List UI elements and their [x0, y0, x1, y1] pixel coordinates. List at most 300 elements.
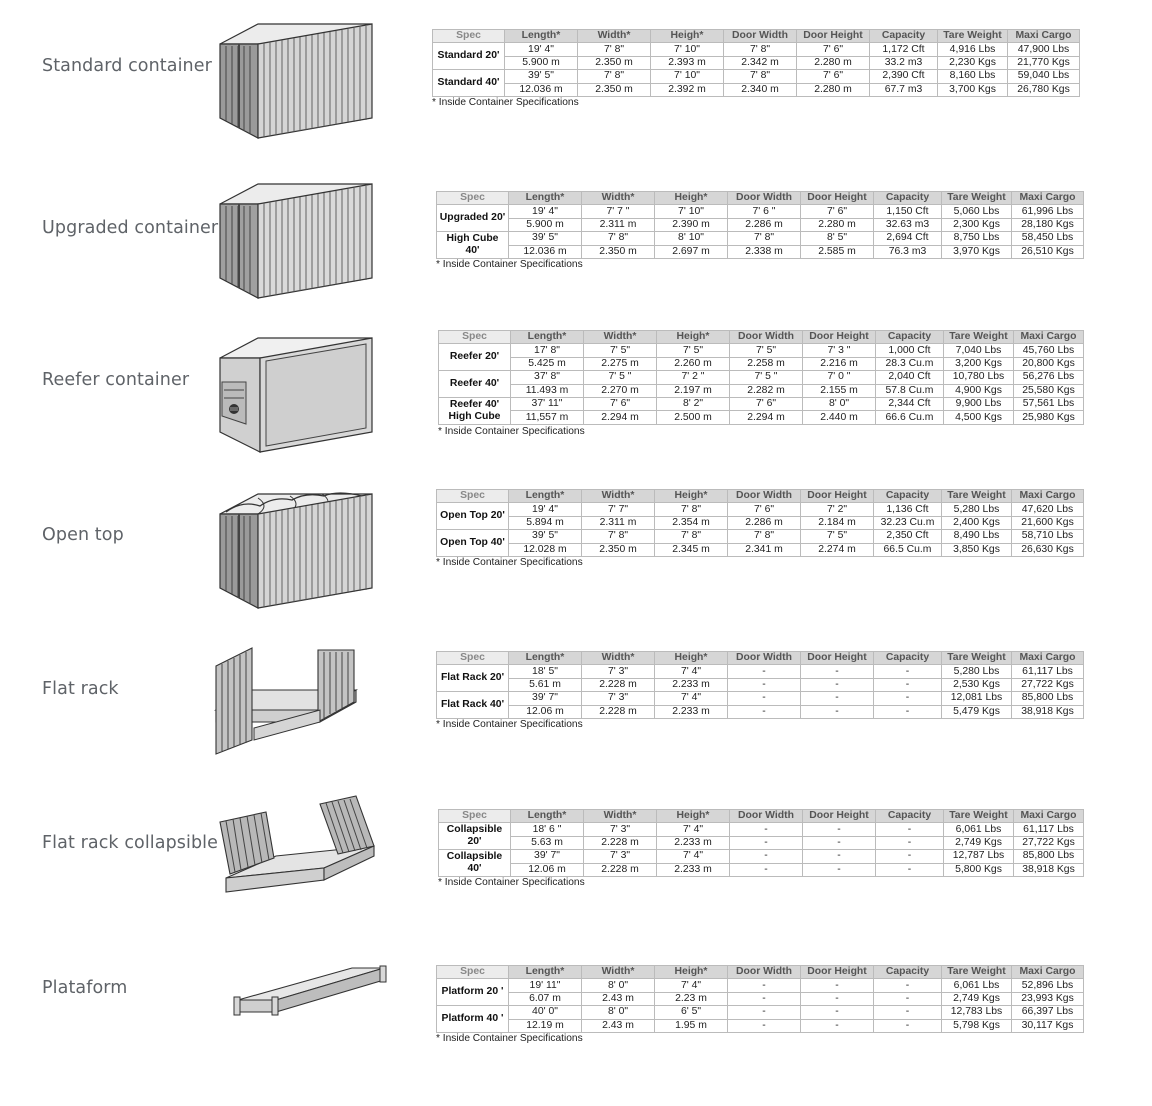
- column-header: Capacity: [874, 652, 942, 665]
- table-row: [439, 836, 1084, 849]
- table-cell: 12,783 Lbs: [942, 1006, 1012, 1019]
- table-cell: 26,780 Kgs: [1008, 83, 1080, 96]
- table-cell: 2.342 m: [724, 56, 797, 69]
- table-cell: 2.228 m: [584, 836, 657, 849]
- table-cell: 32.63 m3: [874, 218, 942, 231]
- table-cell: 40' 0": [509, 1006, 582, 1019]
- column-header: Maxi Cargo: [1008, 30, 1080, 43]
- table-row: [437, 245, 1084, 258]
- table-cell: 7' 2": [801, 503, 874, 516]
- table-cell: 2.260 m: [657, 357, 730, 370]
- flat-rack-collapsible-illustration: [216, 794, 380, 920]
- spec-table: [436, 965, 1084, 1033]
- section-plataform: [0, 950, 1152, 1060]
- table-cell: -: [728, 692, 801, 705]
- column-header: Tare Weight: [942, 652, 1012, 665]
- footnote: * Inside Container Specifications: [436, 557, 583, 568]
- table-cell: 10,780 Lbs: [944, 371, 1014, 384]
- table-row: [437, 1019, 1084, 1032]
- table-cell: -: [874, 678, 942, 691]
- column-header: Capacity: [874, 192, 942, 205]
- table-cell: 85,800 Lbs: [1012, 692, 1084, 705]
- table-cell: 2.340 m: [724, 83, 797, 96]
- table-cell: 7' 3": [582, 665, 655, 678]
- table-cell: 5.894 m: [509, 516, 582, 529]
- table-cell: 7' 7 ": [582, 205, 655, 218]
- table-row: [437, 979, 1084, 992]
- column-header: Width*: [582, 652, 655, 665]
- table-cell: 7' 8": [655, 503, 728, 516]
- table-cell: 3,700 Kgs: [938, 83, 1008, 96]
- table-cell: 7' 5 ": [730, 371, 803, 384]
- table-cell: 25,580 Kgs: [1014, 384, 1084, 397]
- table-cell: 2.233 m: [655, 705, 728, 718]
- table-cell: -: [801, 992, 874, 1005]
- section-open-top: [0, 480, 1152, 610]
- column-header: Door Height: [801, 192, 874, 205]
- table-cell: 26,510 Kgs: [1012, 245, 1084, 258]
- table-cell: 6,061 Lbs: [944, 823, 1014, 836]
- table-cell: -: [874, 665, 942, 678]
- table-cell: 7' 10": [651, 70, 724, 83]
- table-cell: 2,040 Cft: [876, 371, 944, 384]
- table-cell: 17' 8": [511, 344, 584, 357]
- table-cell: 12.06 m: [511, 863, 584, 876]
- row-name: Reefer 40': [439, 371, 511, 398]
- table-cell: 58,450 Lbs: [1012, 232, 1084, 245]
- table-cell: 5,280 Lbs: [942, 503, 1012, 516]
- spec-table: [438, 809, 1084, 877]
- table-cell: 57,561 Lbs: [1014, 397, 1084, 410]
- column-header: Door Width: [730, 810, 803, 823]
- table-cell: -: [801, 1006, 874, 1019]
- column-header: Door Width: [724, 30, 797, 43]
- table-row: [437, 503, 1084, 516]
- table-cell: -: [730, 850, 803, 863]
- table-row: [437, 992, 1084, 1005]
- table-cell: 2.274 m: [801, 543, 874, 556]
- table-cell: 12,081 Lbs: [942, 692, 1012, 705]
- table-cell: 9,900 Lbs: [944, 397, 1014, 410]
- section-flat-rack: [0, 640, 1152, 770]
- footnote: * Inside Container Specifications: [436, 259, 583, 270]
- table-cell: 2.233 m: [655, 678, 728, 691]
- table-cell: 37' 11": [511, 397, 584, 410]
- table-row: [439, 411, 1084, 424]
- table-cell: 7' 5": [584, 344, 657, 357]
- table-cell: 7' 6 ": [728, 205, 801, 218]
- table-cell: 8' 0": [582, 979, 655, 992]
- column-header: Heigh*: [655, 966, 728, 979]
- row-name: Flat Rack 20': [437, 665, 509, 692]
- table-cell: 2.270 m: [584, 384, 657, 397]
- column-header: Door Height: [803, 331, 876, 344]
- table-row: [439, 371, 1084, 384]
- table-row: [433, 70, 1080, 83]
- table-cell: 47,900 Lbs: [1008, 43, 1080, 56]
- table-cell: 2.233 m: [657, 836, 730, 849]
- table-cell: -: [728, 1006, 801, 1019]
- table-cell: 2.286 m: [728, 516, 801, 529]
- column-header: Maxi Cargo: [1014, 810, 1084, 823]
- row-name: High Cube 40': [437, 232, 509, 259]
- table-cell: 2,749 Kgs: [944, 836, 1014, 849]
- table-cell: 5.63 m: [511, 836, 584, 849]
- table-cell: 66.5 Cu.m: [874, 543, 942, 556]
- table-cell: 5,798 Kgs: [942, 1019, 1012, 1032]
- table-cell: -: [801, 979, 874, 992]
- table-header-row: [437, 966, 1084, 979]
- section-upgraded-container: [0, 170, 1152, 310]
- table-cell: 66.6 Cu.m: [876, 411, 944, 424]
- table-cell: 12.06 m: [509, 705, 582, 718]
- table-row: [437, 705, 1084, 718]
- column-header: Maxi Cargo: [1012, 966, 1084, 979]
- table-cell: 7,040 Lbs: [944, 344, 1014, 357]
- table-cell: 67.7 m3: [870, 83, 938, 96]
- table-row: [437, 516, 1084, 529]
- table-cell: 2.43 m: [582, 1019, 655, 1032]
- table-cell: 4,900 Kgs: [944, 384, 1014, 397]
- column-header: Capacity: [876, 331, 944, 344]
- table-cell: 7' 4": [657, 823, 730, 836]
- table-cell: 2.392 m: [651, 83, 724, 96]
- section-label: Flat rack: [42, 679, 119, 699]
- column-header: Length*: [509, 966, 582, 979]
- table-header-row: [437, 652, 1084, 665]
- table-cell: 7' 8": [582, 232, 655, 245]
- section-label: Flat rack collapsible: [42, 833, 219, 853]
- table-cell: -: [803, 850, 876, 863]
- table-cell: 61,996 Lbs: [1012, 205, 1084, 218]
- table-header-row: [437, 192, 1084, 205]
- table-cell: 8,750 Lbs: [942, 232, 1012, 245]
- table-cell: 7' 0 ": [803, 371, 876, 384]
- section-reefer-container: [0, 320, 1152, 460]
- table-row: [433, 83, 1080, 96]
- row-name: Open Top 40': [437, 530, 509, 557]
- table-cell: 2.350 m: [582, 245, 655, 258]
- table-cell: 2.311 m: [582, 218, 655, 231]
- table-cell: 19' 4": [509, 503, 582, 516]
- table-cell: 5.900 m: [509, 218, 582, 231]
- table-cell: 7' 5 ": [584, 371, 657, 384]
- table-cell: 1,000 Cft: [876, 344, 944, 357]
- table-cell: 7' 10": [655, 205, 728, 218]
- table-cell: -: [876, 850, 944, 863]
- table-cell: 37' 8": [511, 371, 584, 384]
- table-cell: 11.493 m: [511, 384, 584, 397]
- table-cell: 39' 7": [511, 850, 584, 863]
- column-header: Tare Weight: [944, 331, 1014, 344]
- table-cell: 85,800 Lbs: [1014, 850, 1084, 863]
- column-header: Maxi Cargo: [1012, 490, 1084, 503]
- table-cell: 5.900 m: [505, 56, 578, 69]
- table-cell: 21,770 Kgs: [1008, 56, 1080, 69]
- table-cell: 1.95 m: [655, 1019, 728, 1032]
- table-cell: -: [801, 678, 874, 691]
- table-cell: -: [728, 665, 801, 678]
- table-cell: 2.697 m: [655, 245, 728, 258]
- table-cell: 7' 8": [578, 43, 651, 56]
- section-flat-rack-collapsible: [0, 790, 1152, 930]
- table-cell: 1,136 Cft: [874, 503, 942, 516]
- section-label: Standard container: [42, 56, 212, 76]
- table-cell: 2.280 m: [797, 56, 870, 69]
- table-cell: 2,344 Cft: [876, 397, 944, 410]
- section-label: Upgraded container: [42, 218, 219, 238]
- table-row: [437, 665, 1084, 678]
- table-cell: -: [803, 863, 876, 876]
- table-cell: 2,300 Kgs: [942, 218, 1012, 231]
- table-row: [437, 232, 1084, 245]
- table-cell: 56,276 Lbs: [1014, 371, 1084, 384]
- table-cell: 25,980 Kgs: [1014, 411, 1084, 424]
- spec-table: [432, 29, 1080, 97]
- table-row: [437, 205, 1084, 218]
- table-cell: 2.390 m: [655, 218, 728, 231]
- table-cell: 12,787 Lbs: [944, 850, 1014, 863]
- table-cell: 7' 10": [651, 43, 724, 56]
- table-cell: 7' 8": [724, 43, 797, 56]
- table-cell: 7' 3 ": [803, 344, 876, 357]
- table-cell: 2.216 m: [803, 357, 876, 370]
- table-cell: -: [874, 1006, 942, 1019]
- table-cell: -: [730, 836, 803, 849]
- footnote: * Inside Container Specifications: [438, 877, 585, 888]
- table-cell: 7' 6": [730, 397, 803, 410]
- table-cell: 5,280 Lbs: [942, 665, 1012, 678]
- column-header: Door Height: [801, 490, 874, 503]
- column-header: Length*: [511, 810, 584, 823]
- column-header: Spec: [433, 30, 505, 43]
- column-header: Width*: [578, 30, 651, 43]
- column-header: Length*: [505, 30, 578, 43]
- column-header: Spec: [437, 652, 509, 665]
- table-cell: -: [730, 823, 803, 836]
- column-header: Width*: [584, 810, 657, 823]
- table-cell: 3,850 Kgs: [942, 543, 1012, 556]
- table-cell: 2.393 m: [651, 56, 724, 69]
- column-header: Heigh*: [657, 810, 730, 823]
- table-cell: 5.425 m: [511, 357, 584, 370]
- table-cell: 2.350 m: [582, 543, 655, 556]
- table-cell: 26,630 Kgs: [1012, 543, 1084, 556]
- table-cell: 7' 2 ": [657, 371, 730, 384]
- table-row: [433, 43, 1080, 56]
- column-header: Tare Weight: [942, 966, 1012, 979]
- table-cell: 19' 4": [509, 205, 582, 218]
- table-cell: 2.500 m: [657, 411, 730, 424]
- table-cell: 2.345 m: [655, 543, 728, 556]
- footnote: * Inside Container Specifications: [438, 426, 585, 437]
- table-cell: 2.258 m: [730, 357, 803, 370]
- column-header: Spec: [437, 966, 509, 979]
- table-header-row: [433, 30, 1080, 43]
- column-header: Heigh*: [657, 331, 730, 344]
- table-cell: -: [803, 836, 876, 849]
- table-cell: 2.350 m: [578, 56, 651, 69]
- table-cell: 6,061 Lbs: [942, 979, 1012, 992]
- table-cell: 33.2 m3: [870, 56, 938, 69]
- table-cell: 12.036 m: [509, 245, 582, 258]
- row-name: Standard 20': [433, 43, 505, 70]
- table-cell: 57.8 Cu.m: [876, 384, 944, 397]
- column-header: Spec: [439, 331, 511, 344]
- section-standard-container: [0, 0, 1152, 160]
- table-cell: 66,397 Lbs: [1012, 1006, 1084, 1019]
- table-cell: 2.286 m: [728, 218, 801, 231]
- spec-table: [436, 489, 1084, 557]
- table-cell: 6.07 m: [509, 992, 582, 1005]
- column-header: Tare Weight: [942, 490, 1012, 503]
- table-row: [437, 678, 1084, 691]
- table-cell: 5,800 Kgs: [944, 863, 1014, 876]
- row-name: Standard 40': [433, 70, 505, 97]
- table-cell: 39' 5": [505, 70, 578, 83]
- table-cell: 2.275 m: [584, 357, 657, 370]
- table-cell: 2.338 m: [728, 245, 801, 258]
- table-cell: 7' 4": [657, 850, 730, 863]
- table-cell: 27,722 Kgs: [1014, 836, 1084, 849]
- table-cell: 2.585 m: [801, 245, 874, 258]
- table-cell: 39' 7": [509, 692, 582, 705]
- table-cell: 2.440 m: [803, 411, 876, 424]
- table-cell: 2.23 m: [655, 992, 728, 1005]
- table-cell: 2.228 m: [584, 863, 657, 876]
- table-cell: 18' 5": [509, 665, 582, 678]
- table-cell: -: [874, 1019, 942, 1032]
- column-header: Width*: [582, 490, 655, 503]
- column-header: Door Height: [803, 810, 876, 823]
- table-row: [439, 823, 1084, 836]
- table-row: [439, 850, 1084, 863]
- table-cell: -: [730, 863, 803, 876]
- table-cell: 7' 4": [655, 979, 728, 992]
- column-header: Length*: [509, 192, 582, 205]
- table-header-row: [439, 331, 1084, 344]
- row-name: Reefer 40' High Cube: [439, 397, 511, 424]
- column-header: Maxi Cargo: [1012, 192, 1084, 205]
- table-cell: 27,722 Kgs: [1012, 678, 1084, 691]
- column-header: Heigh*: [655, 490, 728, 503]
- table-cell: -: [728, 678, 801, 691]
- table-cell: 1,172 Cft: [870, 43, 938, 56]
- row-name: Upgraded 20': [437, 205, 509, 232]
- table-cell: 7' 5": [730, 344, 803, 357]
- reefer-container-illustration: [212, 336, 382, 454]
- footnote: * Inside Container Specifications: [432, 97, 579, 108]
- table-cell: 4,916 Lbs: [938, 43, 1008, 56]
- table-cell: 2.311 m: [582, 516, 655, 529]
- column-header: Length*: [509, 490, 582, 503]
- table-cell: 2.184 m: [801, 516, 874, 529]
- column-header: Door Width: [728, 966, 801, 979]
- table-cell: 8' 2": [657, 397, 730, 410]
- table-cell: 2.197 m: [657, 384, 730, 397]
- section-label: Plataform: [42, 978, 128, 998]
- table-cell: 7' 7": [582, 503, 655, 516]
- table-cell: 2.341 m: [728, 543, 801, 556]
- table-row: [439, 344, 1084, 357]
- table-cell: 7' 3": [584, 823, 657, 836]
- table-cell: -: [876, 836, 944, 849]
- column-header: Capacity: [874, 490, 942, 503]
- table-cell: -: [728, 992, 801, 1005]
- footnote: * Inside Container Specifications: [436, 719, 583, 730]
- table-cell: 4,500 Kgs: [944, 411, 1014, 424]
- table-cell: 2.350 m: [578, 83, 651, 96]
- table-cell: 2.228 m: [582, 705, 655, 718]
- table-cell: 2.294 m: [730, 411, 803, 424]
- column-header: Spec: [437, 192, 509, 205]
- column-header: Capacity: [870, 30, 938, 43]
- row-name: Collapsible 40': [439, 850, 511, 877]
- table-row: [437, 1006, 1084, 1019]
- table-cell: -: [876, 863, 944, 876]
- table-cell: 8,160 Lbs: [938, 70, 1008, 83]
- row-name: Platform 40 ': [437, 1006, 509, 1033]
- table-cell: 21,600 Kgs: [1012, 516, 1084, 529]
- table-cell: 2.354 m: [655, 516, 728, 529]
- table-cell: 38,918 Kgs: [1014, 863, 1084, 876]
- table-cell: 2,400 Kgs: [942, 516, 1012, 529]
- table-cell: 8' 0": [803, 397, 876, 410]
- flat-rack-illustration: [210, 644, 360, 762]
- table-cell: 8' 10": [655, 232, 728, 245]
- column-header: Door Height: [801, 966, 874, 979]
- table-cell: 12.036 m: [505, 83, 578, 96]
- table-cell: 7' 6": [584, 397, 657, 410]
- table-cell: -: [728, 979, 801, 992]
- table-cell: -: [803, 823, 876, 836]
- table-header-row: [437, 490, 1084, 503]
- table-cell: -: [728, 1019, 801, 1032]
- table-cell: -: [801, 665, 874, 678]
- table-cell: 2,350 Cft: [874, 530, 942, 543]
- column-header: Heigh*: [651, 30, 724, 43]
- table-cell: 7' 8": [655, 530, 728, 543]
- row-name: Reefer 20': [439, 344, 511, 371]
- table-cell: 8' 5": [801, 232, 874, 245]
- open-top-illustration: [212, 492, 382, 610]
- column-header: Capacity: [876, 810, 944, 823]
- column-header: Length*: [509, 652, 582, 665]
- table-row: [437, 692, 1084, 705]
- table-cell: 59,040 Lbs: [1008, 70, 1080, 83]
- table-cell: 7' 6": [797, 43, 870, 56]
- table-cell: 11,557 m: [511, 411, 584, 424]
- column-header: Door Width: [728, 652, 801, 665]
- table-cell: 39' 5": [509, 530, 582, 543]
- table-cell: 7' 8": [728, 232, 801, 245]
- table-cell: 20,800 Kgs: [1014, 357, 1084, 370]
- table-cell: 2.228 m: [582, 678, 655, 691]
- column-header: Tare Weight: [938, 30, 1008, 43]
- table-row: [439, 863, 1084, 876]
- table-cell: 7' 4": [655, 665, 728, 678]
- table-cell: 7' 6": [801, 205, 874, 218]
- table-cell: 39' 5": [509, 232, 582, 245]
- table-cell: 5,060 Lbs: [942, 205, 1012, 218]
- column-header: Heigh*: [655, 652, 728, 665]
- table-cell: 61,117 Lbs: [1012, 665, 1084, 678]
- table-cell: 2.280 m: [797, 83, 870, 96]
- table-cell: 23,993 Kgs: [1012, 992, 1084, 1005]
- row-name: Open Top 20': [437, 503, 509, 530]
- table-cell: 3,970 Kgs: [942, 245, 1012, 258]
- table-cell: 7' 3": [582, 692, 655, 705]
